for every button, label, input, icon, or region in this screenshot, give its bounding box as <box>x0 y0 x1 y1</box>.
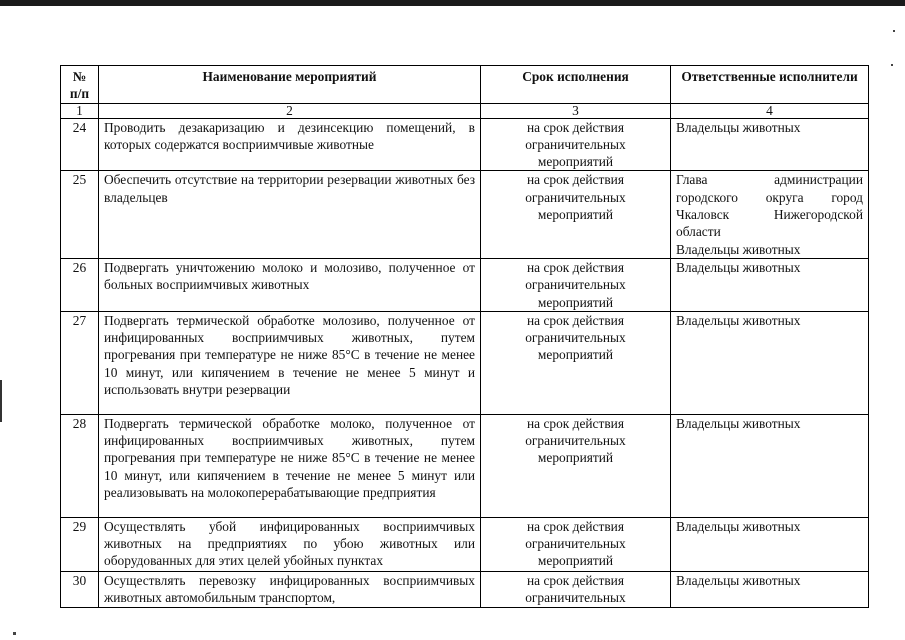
scan-speck <box>891 64 893 66</box>
measure-name: Обеспечить отсутствие на территории резервации животных без владельцев <box>99 171 481 258</box>
responsible-line: Владельцы животных <box>676 518 801 534</box>
deadline: на срок действия ограничительных <box>481 571 671 607</box>
column-number: 1 <box>61 103 99 118</box>
responsible <box>671 118 869 171</box>
column-number-row <box>61 103 869 118</box>
table-row <box>61 311 869 414</box>
deadline: на срок действия ограничительных мероприятий <box>481 414 671 517</box>
row-number: 27 <box>61 311 99 414</box>
responsible <box>671 571 869 607</box>
deadline: на срок действия ограничительных мероприятий <box>481 118 671 171</box>
responsible-line: Глава администрации городского округа город Чкаловск Нижегородской области <box>676 172 863 240</box>
row-number: 29 <box>61 517 99 571</box>
measure-name: Подвергать термической обработке молозиво, полученное от инфицированных восприимчивых животных, путем прогревания при температуре не ниже 85°С в течение не менее 10 минут, или кипячением в течение не менее 5 минут и использовать внутри резервации <box>99 311 481 414</box>
responsible-line: Владельцы животных <box>676 259 801 275</box>
measures-table <box>60 65 869 608</box>
row-number: 26 <box>61 258 99 311</box>
table-row <box>61 517 869 571</box>
responsible-line: Владельцы животных <box>676 415 801 431</box>
responsible <box>671 414 869 517</box>
table-row <box>61 171 869 258</box>
deadline: на срок действия ограничительных мероприятий <box>481 171 671 258</box>
scan-margin-mark <box>0 380 2 422</box>
responsible-line: Владельцы животных <box>676 119 801 135</box>
column-number: 3 <box>481 103 671 118</box>
table-row <box>61 118 869 171</box>
responsible <box>671 171 869 258</box>
scan-speck <box>893 30 895 32</box>
table-row <box>61 414 869 517</box>
responsible-line: Владельцы животных <box>676 241 801 257</box>
responsible <box>671 311 869 414</box>
responsible <box>671 517 869 571</box>
header-row <box>61 66 869 104</box>
header-name: Наименование мероприятий <box>99 66 481 104</box>
column-number: 4 <box>671 103 869 118</box>
column-number: 2 <box>99 103 481 118</box>
responsible-line: Владельцы животных <box>676 572 801 588</box>
header-resp: Ответственные исполнители <box>671 66 869 104</box>
row-number: 25 <box>61 171 99 258</box>
measure-name: Проводить дезакаризацию и дезинсекцию помещений, в которых содержатся восприимчивые животные <box>99 118 481 171</box>
row-number: 30 <box>61 571 99 607</box>
row-number: 28 <box>61 414 99 517</box>
measure-name: Подвергать термической обработке молоко, полученное от инфицированных восприимчивых животных, путем прогревания при температуре не ниже 85°С в течение не менее 10 минут, или кипячением в течение не менее 5 минут или реализовывать на молокоперерабатывающие предприятия <box>99 414 481 517</box>
table-row <box>61 571 869 607</box>
row-number: 24 <box>61 118 99 171</box>
deadline: на срок действия ограничительных мероприятий <box>481 311 671 414</box>
measure-name: Осуществлять убой инфицированных восприимчивых животных на предприятиях по убою животных или оборудованных для этих целей убойных пунктах <box>99 517 481 571</box>
deadline: на срок действия ограничительных мероприятий <box>481 258 671 311</box>
scan-speck <box>13 632 16 635</box>
measure-name: Осуществлять перевозку инфицированных восприимчивых животных автомобильным транспортом, <box>99 571 481 607</box>
top-border <box>0 0 905 6</box>
measure-name: Подвергать уничтожению молоко и молозиво, полученное от больных восприимчивых животных <box>99 258 481 311</box>
responsible <box>671 258 869 311</box>
table-row <box>61 258 869 311</box>
header-num: № п/п <box>61 66 99 104</box>
responsible-line: Владельцы животных <box>676 312 801 328</box>
header-term: Срок исполнения <box>481 66 671 104</box>
deadline: на срок действия ограничительных мероприятий <box>481 517 671 571</box>
